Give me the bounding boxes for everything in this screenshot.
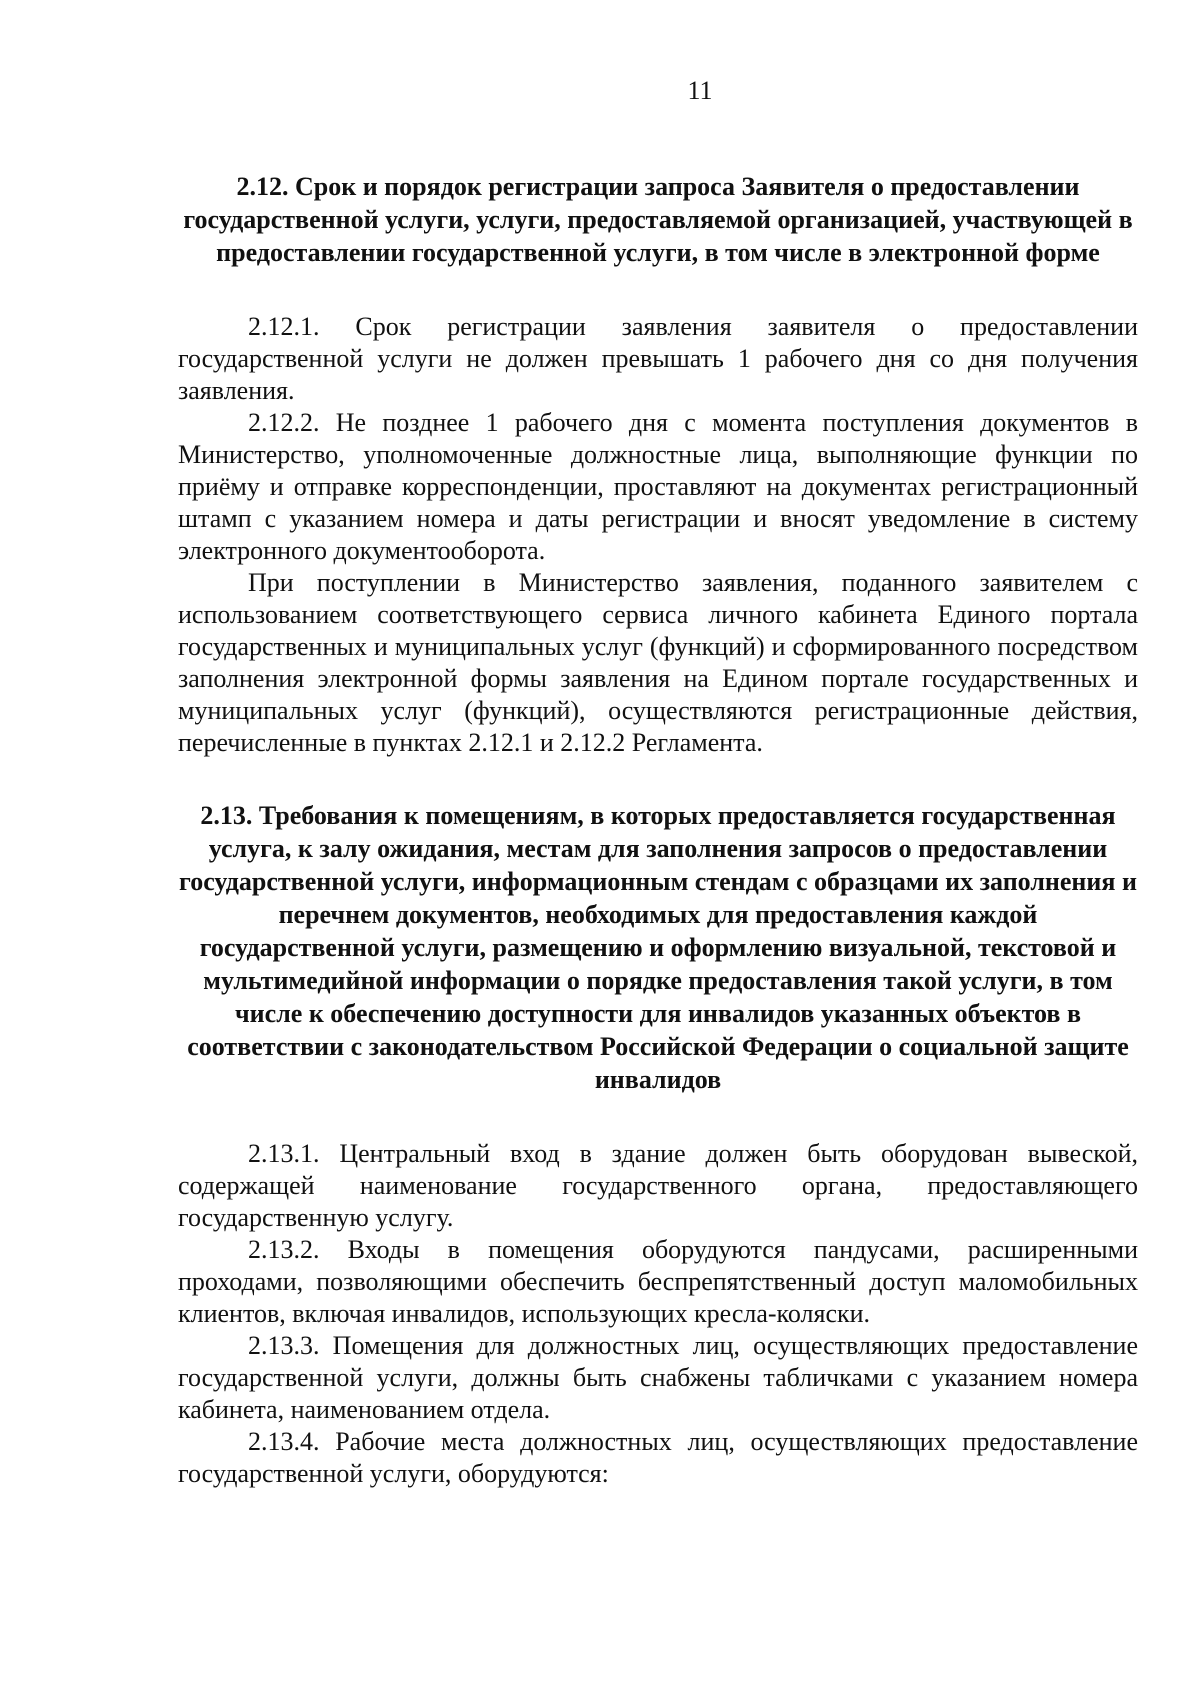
paragraph-2-12-1: 2.12.1. Срок регистрации заявления заявителя о предоставлении государственной услуги не должен превышать 1 рабочего дня со дня получения заявления. <box>178 312 1138 405</box>
paragraph-2-13-4: 2.13.4. Рабочие места должностных лиц, осуществляющих предоставление государственной услуги, оборудуются: <box>178 1427 1138 1488</box>
document-body <box>178 170 1138 1490</box>
section-heading-2-12: 2.12. Срок и порядок регистрации запроса Заявителя о предоставлении государственной услуги, услуги, предоставляемой организацией, участвующей в предоставлении государственной услуги, в том числе в электронной форме <box>183 172 1133 267</box>
paragraph-2-12-2: 2.12.2. Не позднее 1 рабочего дня с момента поступления документов в Министерство, уполномоченные должностные лица, выполняющие функции по приёму и отправке корреспонденции, проставляют на документах регистрационный штамп с указанием номера и даты регистрации и вносят уведомление в систему электронного документооборота. <box>178 408 1138 565</box>
paragraph-2-13-1: 2.13.1. Центральный вход в здание должен быть оборудован вывеской, содержащей наименование государственного органа, предоставляющего государственную услугу. <box>178 1139 1138 1232</box>
paragraph-registration-actions: При поступлении в Министерство заявления, поданного заявителем с использованием соответствующего сервиса личного кабинета Единого портала государственных и муниципальных услуг (функций) и сформированного посредством заполнения электронной формы заявления на Едином портале государственных и муниципальных услуг (функций), осуществляются регистрационные действия, перечисленные в пунктах 2.12.1 и 2.12.2 Регламента. <box>178 568 1138 757</box>
page-number: 11 <box>687 76 713 105</box>
section-heading-2-13: 2.13. Требования к помещениям, в которых предоставляется государственная услуга, к залу ожидания, местам для заполнения запросов о предоставлении государственной услуги, информационным стендам с образцами их заполнения и перечнем документов, необходимых для предоставления каждой государственной услуги, размещению и оформлению визуальной, текстовой и мультимедийной информации о порядке предоставления такой услуги, в том числе к обеспечению доступности для инвалидов указанных объектов в соответствии с законодательством Российской Федерации о социальной защите инвалидов <box>179 801 1137 1094</box>
paragraph-2-13-3: 2.13.3. Помещения для должностных лиц, осуществляющих предоставление государственной услуги, должны быть снабжены табличками с указанием номера кабинета, наименованием отдела. <box>178 1331 1138 1424</box>
paragraph-2-13-2: 2.13.2. Входы в помещения оборудуются пандусами, расширенными проходами, позволяющими обеспечить беспрепятственный доступ маломобильных клиентов, включая инвалидов, использующих кресла-коляски. <box>178 1235 1138 1328</box>
